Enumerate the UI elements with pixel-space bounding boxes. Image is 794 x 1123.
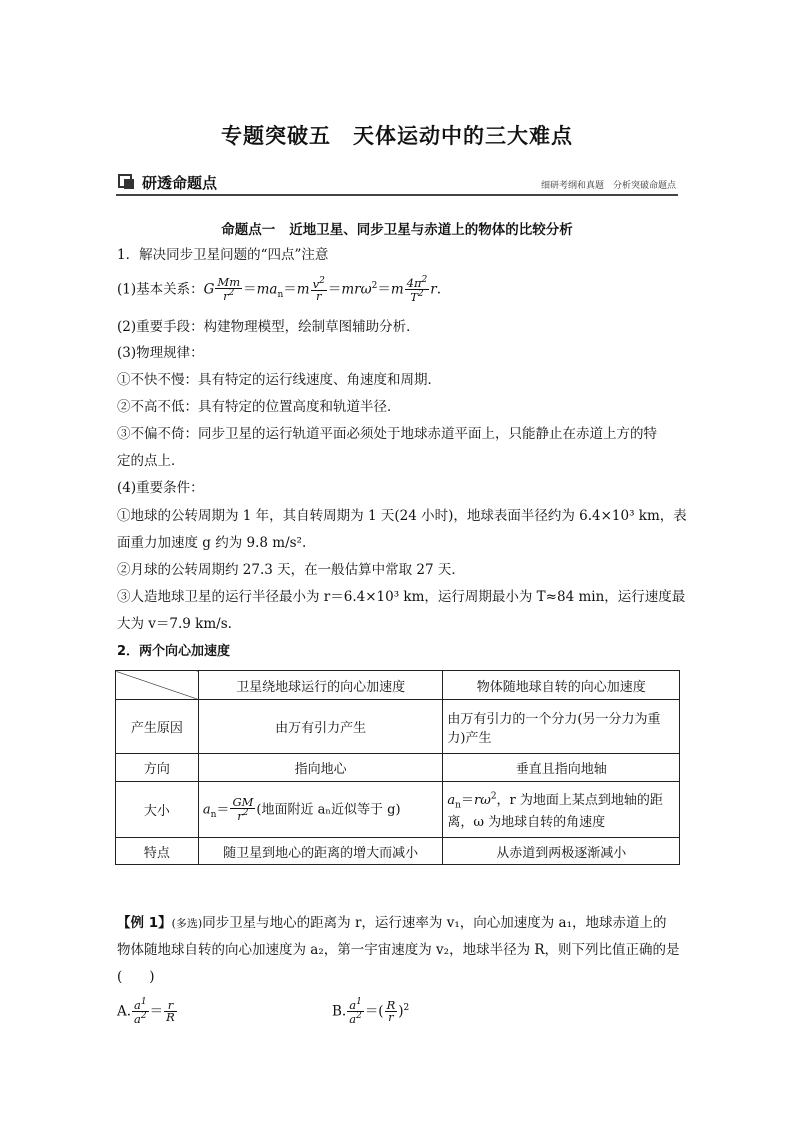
table-corner-cell xyxy=(116,671,199,700)
example-text: 同步卫星与地心的距离为 r，运行速率为 v₁，向心加速度为 a₁，地球赤道上的 xyxy=(202,915,667,931)
page-title: 专题突破五 天体运动中的三大难点 xyxy=(221,124,573,148)
cell-text: (地面附近 aₙ近似等于 g) xyxy=(256,802,401,817)
answer-blank: ( ) xyxy=(117,969,155,985)
example-type: (多选) xyxy=(171,917,203,930)
banner-rule xyxy=(116,194,678,196)
table-cell: 从赤道到两极逐渐减小 xyxy=(443,838,680,865)
point2-heading: 2．两个向心加速度 xyxy=(117,644,231,659)
table-cell: $a_n=$ $\frac{GM}{r^2}$ (地面附近 aₙ近似等于 g) xyxy=(198,782,443,838)
rule3-line2: 定的点上． xyxy=(117,453,185,469)
row-label: 产生原因 xyxy=(116,700,199,754)
table-row xyxy=(116,782,680,838)
cond1-line1: ①地球的公转周期为 1 年，其自转周期为 1 天(24 小时)，地球表面半径约为 6.4×10³ km，表 xyxy=(117,508,687,524)
section-heading xyxy=(0,218,794,238)
row-label: 方向 xyxy=(116,754,199,782)
option-a: A. $\frac{a^1}{a^2}$ ＝ $\frac{r}{R}$ xyxy=(117,997,175,1027)
rule1: ①不快不慢：具有特定的运行线速度、角速度和周期． xyxy=(117,372,441,388)
table-header-row xyxy=(116,671,680,700)
option-b: B. $\frac{a^1}{a^2}$ ＝( $\frac{R}{r}$ )$^2$ xyxy=(332,997,410,1027)
cell-text: 离，ω 为地球自转的角速度 xyxy=(447,814,606,830)
option-a-label: A. xyxy=(117,1003,132,1020)
item3-label: (3)物理规律： xyxy=(117,345,204,361)
row-label: 大小 xyxy=(116,782,199,838)
table-header: 物体随地球自转的向心加速度 xyxy=(443,671,680,700)
banner-subtitle: 细研考纲和真题 分析突破命题点 xyxy=(540,181,676,191)
rule3-line1: ③不偏不倚：同步卫星的运行轨道平面必须处于地球赤道平面上，只能静止在赤道上方的特 xyxy=(117,426,657,442)
cond3-line1: ③人造地球卫星的运行半径最小为 r＝6.4×10³ km，运行周期最小为 T≈84 min，运行速度最 xyxy=(117,589,686,605)
cond2: ②月球的公转周期约 27.3 天，在一般估算中常取 27 天． xyxy=(117,562,465,578)
banner-title: 研透命题点 xyxy=(142,174,218,192)
filled-square-icon xyxy=(124,179,134,189)
cond3-line2: 大为 v＝7.9 km/s. xyxy=(117,616,232,632)
table-row xyxy=(116,838,680,865)
rule2: ②不高不低：具有特定的位置高度和轨道半径． xyxy=(117,399,401,415)
table-cell: 指向地心 xyxy=(198,754,443,782)
cond1-line2: 面重力加速度 g 约为 9.8 m/s². xyxy=(117,535,307,551)
table-row xyxy=(116,700,680,754)
example-tag: 【例 1】 xyxy=(117,915,172,931)
section-heading-text: 近地卫星、同步卫星与赤道上的物体的比较分析 xyxy=(289,222,573,238)
table-cell: $a_n=r\omega^2$，r 为地面上某点到地轴的距 离，ω 为地球自转的角速度 xyxy=(443,782,680,838)
acceleration-table xyxy=(115,670,680,865)
table-row xyxy=(116,754,680,782)
formula-line: (1)基本关系：G $\frac{Mm}{r^2}$ $=ma_n=m$ $\frac{v^2}{r}$ ＝mrω$^2$＝m $\frac{4\pi^2}{T^2}$ r. xyxy=(117,274,441,305)
item4-label: (4)重要条件： xyxy=(117,480,204,496)
table-cell: 由万有引力产生 xyxy=(198,700,443,754)
item1-label: (1)基本关系： xyxy=(117,281,204,298)
section-heading-label: 命题点一 xyxy=(221,222,276,238)
table-cell: 随卫星到地心的距离的增大而减小 xyxy=(198,838,443,865)
example-line1 xyxy=(117,914,667,933)
row-label: 特点 xyxy=(116,838,199,865)
table-cell: 垂直且指向地轴 xyxy=(443,754,680,782)
item2: (2)重要手段：构建物理模型，绘制草图辅助分析． xyxy=(117,319,420,335)
example-line2: 物体随地球自转的向心加速度为 a₂，第一宇宙速度为 v₂，地球半径为 R，则下列比值正确的是 xyxy=(117,942,680,958)
table-header: 卫星绕地球运行的向心加速度 xyxy=(198,671,443,700)
point1-heading: 1．解决同步卫星问题的“四点”注意 xyxy=(117,247,329,263)
option-b-label: B. xyxy=(332,1003,347,1020)
table-cell: 由万有引力的一个分力(另一分力为重力)产生 xyxy=(443,700,680,754)
cell-text: ，r 为地面上某点到地轴的距 xyxy=(496,793,663,809)
section-banner xyxy=(116,170,678,194)
